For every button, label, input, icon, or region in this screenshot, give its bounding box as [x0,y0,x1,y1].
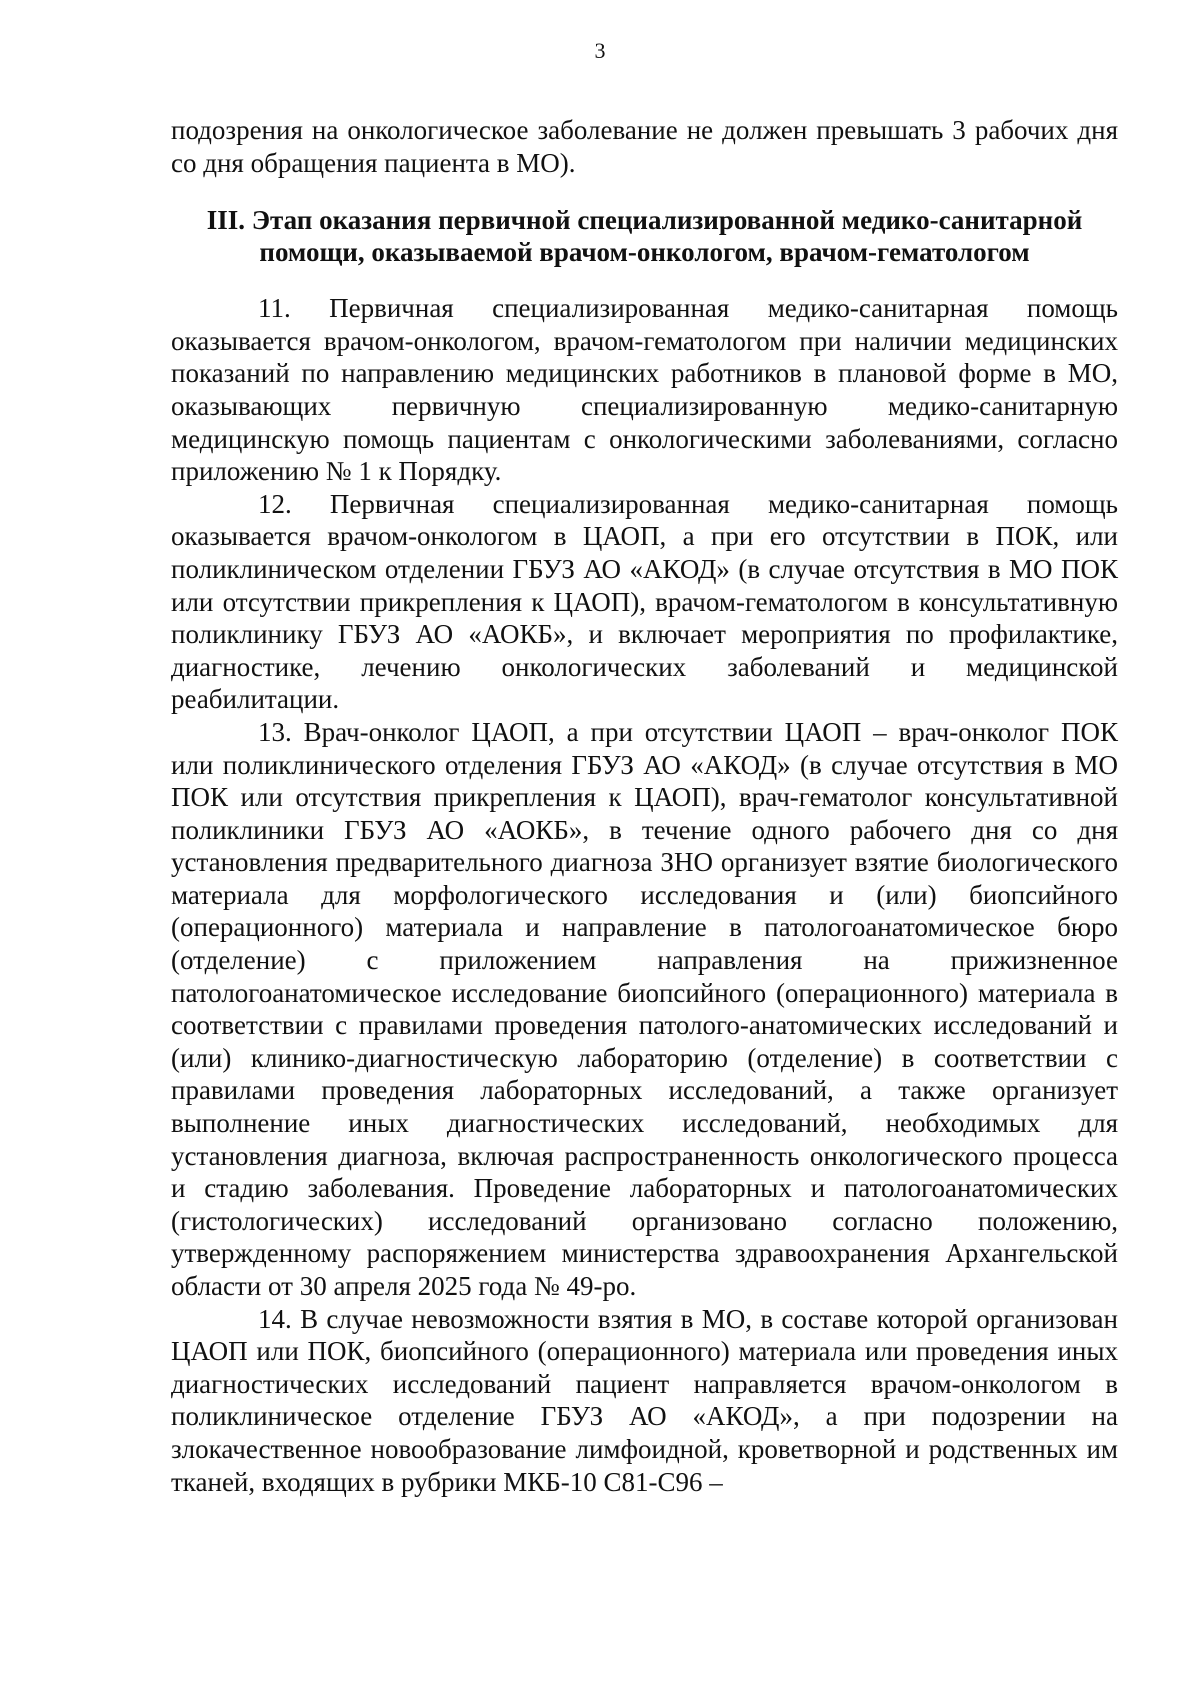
continuation-paragraph: подозрения на онкологическое заболевание не должен превышать 3 рабочих дня со дня обращения пациента в МО). [171,115,1118,178]
paragraph-11: 11. Первичная специализированная медико-санитарная помощь оказывается врачом-онкологом, врачом-гематологом при наличии медицинских показаний по направлению медицинских работников в плановой форме в МО, оказывающих первичную специализированную медико-санитарную медицинскую помощь пациентам с онкологическими заболеваниями, согласно приложению № 1 к Порядку. [171,293,1118,487]
paragraph-13: 13. Врач-онколог ЦАОП, а при отсутствии ЦАОП – врач-онколог ПОК или поликлинического отделения ГБУЗ АО «АКОД» (в случае отсутствия в МО ПОК или отсутствия прикрепления к ЦАОП), врач-гематолог консультативной поликлиники ГБУЗ АО «АОКБ», в течение одного рабочего дня со дня установления предварительного диагноза ЗНО организует взятие биологического материала для морфологического исследования и (или) биопсийного (операционного) материала и направление в патологоанатомическое бюро (отделение) с приложением направления на прижизненное патологоанатомическое исследование биопсийного (операционного) материала в соответствии с правилами проведения патолого-анатомических исследований и (или) клинико-диагностическую лабораторию (отделение) в соответствии с правилами проведения лабораторных исследований, а также организует выполнение иных диагностических исследований, необходимых для установления диагноза, включая распространенность онкологического процесса и стадию заболевания. Проведение лабораторных и патологоанатомических (гистологических) исследований организовано согласно положению, утвержденному распоряжением министерства здравоохранения Архангельской области от 30 апреля 2025 года № 49-ро. [171,716,1118,1301]
paragraph-12: 12. Первичная специализированная медико-санитарная помощь оказывается врачом-онкологом в ЦАОП, а при его отсутствии в ПОК, или поликлиническом отделении ГБУЗ АО «АКОД» (в случае отсутствия в МО ПОК или отсутствии прикрепления к ЦАОП), врачом-гематологом в консультативную поликлинику ГБУЗ АО «АОКБ», и включает мероприятия по профилактике, диагностике, лечению онкологических заболеваний и медицинской реабилитации. [171,488,1118,715]
document-body [171,114,1118,1498]
section-heading [171,204,1118,268]
page-number: 3 [594,38,606,63]
section-heading-line-2: помощи, оказываемой врачом-онкологом, врачом-гематологом [259,237,1030,268]
section-heading-line-1: III. Этап оказания первичной специализированной медико-санитарной [206,205,1083,236]
paragraph-14: 14. В случае невозможности взятия в МО, в составе которой организован ЦАОП или ПОК, биопсийного (операционного) материала или проведения иных диагностических исследований пациент направляется врачом-онкологом в поликлиническое отделение ГБУЗ АО «АКОД», а при подозрении на злокачественное новообразование лимфоидной, кроветворной и родственных им тканей, входящих в рубрики МКБ-10 C81-C96 – [171,1303,1118,1497]
